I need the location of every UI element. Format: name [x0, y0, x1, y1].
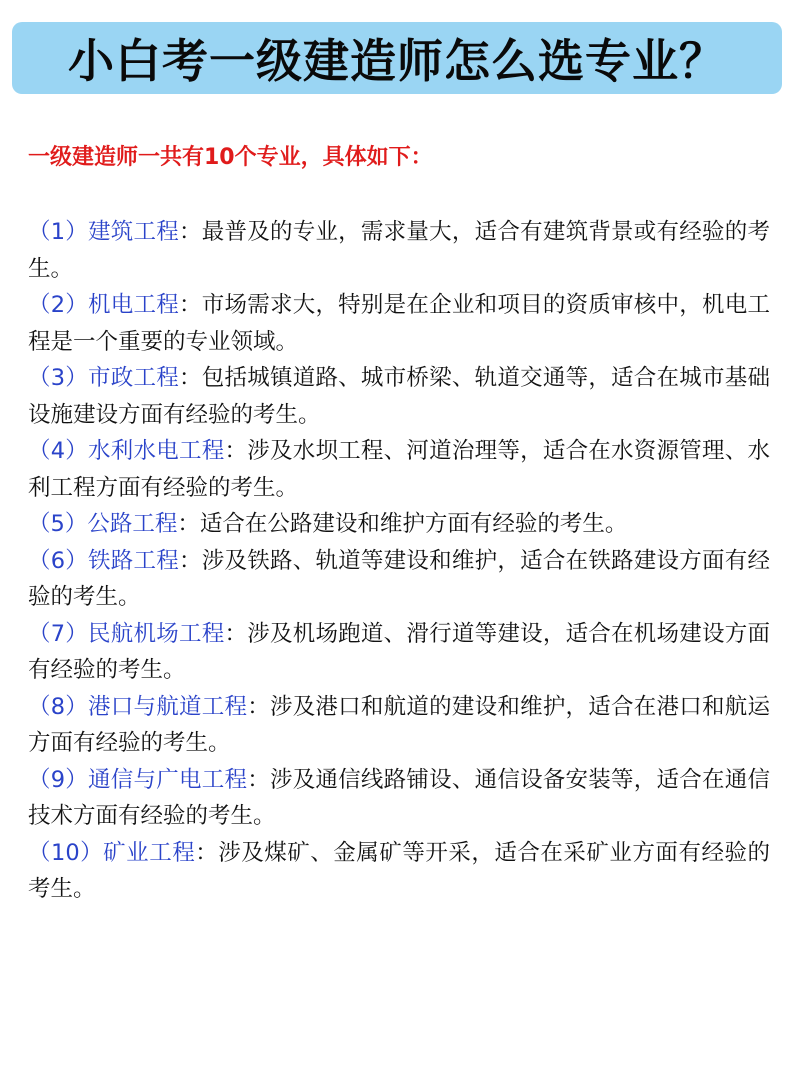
- major-number: （8）: [28, 693, 89, 720]
- page-title: 小白考一级建造师怎么选专业？: [68, 34, 726, 88]
- major-number: （6）: [28, 547, 89, 574]
- major-number: （9）: [28, 766, 89, 793]
- major-item-10: [28, 835, 770, 908]
- major-name: 市政工程: [88, 365, 180, 391]
- major-name: 矿业工程: [103, 839, 196, 866]
- major-name: 水利水电工程: [88, 438, 225, 464]
- major-item-4: [28, 433, 770, 506]
- major-name: 机电工程: [88, 292, 180, 318]
- major-description: ：包括城镇道路、城市桥梁、轨道交通等，适合在城市基础设施建设方面有经验的考生。: [28, 365, 770, 428]
- major-description: ：涉及通信线路铺设、通信设备安装等，适合在通信技术方面有经验的考生。: [28, 766, 770, 829]
- major-number: （5）: [28, 511, 88, 537]
- major-item-2: [28, 287, 770, 360]
- major-description: ：涉及煤矿、金属矿等开采，适合在采矿业方面有经验的考生。: [28, 839, 770, 902]
- major-description: ：涉及铁路、轨道等建设和维护，适合在铁路建设方面有经验的考生。: [28, 547, 770, 610]
- major-item-6: [28, 543, 770, 616]
- major-description: ：市场需求大，特别是在企业和项目的资质审核中，机电工程是一个重要的专业领域。: [28, 292, 770, 355]
- major-number: （7）: [28, 620, 89, 647]
- major-number: （10）: [28, 839, 104, 866]
- major-number: （4）: [28, 438, 89, 464]
- major-item-7: [28, 616, 770, 689]
- major-description: ：涉及水坝工程、河道治理等，适合在水资源管理、水利工程方面有经验的考生。: [28, 438, 770, 501]
- major-name: 铁路工程: [88, 547, 180, 574]
- major-item-9: [28, 762, 770, 835]
- major-item-1: [28, 214, 770, 287]
- major-description: ：最普及的专业，需求量大，适合有建筑背景或有经验的考生。: [28, 219, 770, 282]
- major-number: （2）: [28, 292, 89, 318]
- major-name: 港口与航道工程: [88, 693, 248, 720]
- major-number: （1）: [28, 219, 89, 245]
- title-banner: [12, 22, 782, 94]
- major-description: ：适合在公路建设和维护方面有经验的考生。: [177, 511, 628, 537]
- major-name: 公路工程: [87, 511, 178, 537]
- major-name: 民航机场工程: [88, 620, 225, 647]
- major-item-5: [28, 506, 770, 543]
- intro-text: 一级建造师一共有10个专业，具体如下：: [28, 145, 433, 170]
- major-name: 建筑工程: [88, 219, 180, 245]
- article-body: [28, 138, 770, 908]
- major-name: 通信与广电工程: [88, 766, 248, 793]
- major-item-3: [28, 360, 770, 433]
- major-item-8: [28, 689, 770, 762]
- major-number: （3）: [28, 365, 89, 391]
- major-description: ：涉及机场跑道、滑行道等建设，适合在机场建设方面有经验的考生。: [28, 620, 770, 683]
- major-description: ：涉及港口和航道的建设和维护，适合在港口和航运方面有经验的考生。: [28, 693, 770, 756]
